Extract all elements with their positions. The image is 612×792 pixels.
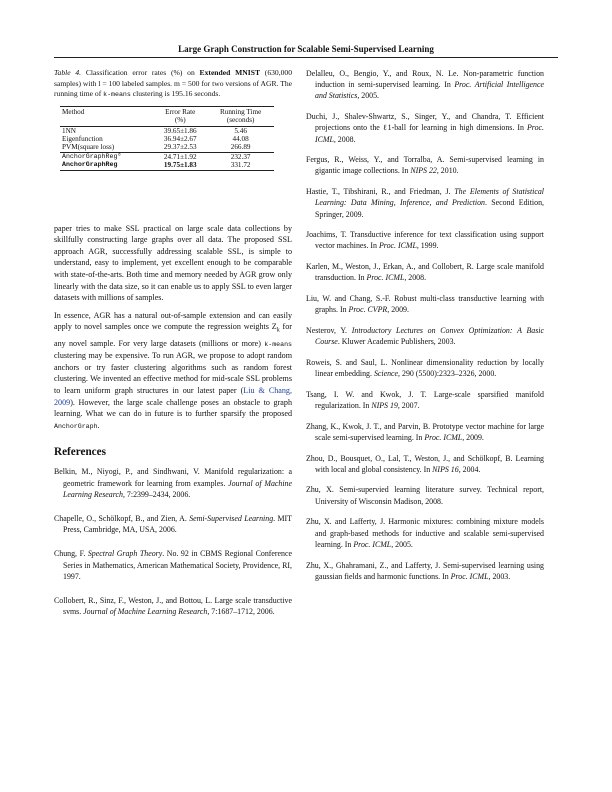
- p2-text-a: In essence, AGR has a natural out-of-sample extension and can easily apply to novel samples once we compute the regression weights Z: [54, 310, 292, 332]
- table-row: [60, 143, 274, 152]
- reference-venue: NIPS 16: [432, 464, 459, 474]
- p2-text-c: clustering may be expensive. To run AGR, we propose to adopt random anchors or try faster clustering algorithms such as random forest clustering. We invented an effective method for mid-scale SSL problems to learn uniform graph structures in our latest paper (: [54, 351, 292, 395]
- p2-text-b: for any novel sample. For very large datasets (millions or more): [54, 322, 292, 348]
- reference-text: Nesterov, Y.: [306, 325, 352, 335]
- reference-text: Karlen, M., Weston, J., Erkan, A., and Collobert, R. Large scale manifold transduction. In: [306, 262, 544, 283]
- reference-venue: Proc. CVPR: [348, 305, 388, 315]
- reference-venue: Science: [373, 369, 399, 379]
- table-cell: 39.65±1.86: [163, 126, 197, 135]
- right-column: [306, 68, 544, 591]
- reference-text: Zhou, D., Bousquet, O., Lal, T., Weston, J., and Schölkopf, B. Learning with local and global consistency. In: [306, 453, 544, 474]
- reference-text-end: , 2008.: [404, 273, 427, 283]
- body-paragraph-2: [54, 310, 292, 433]
- reference-venue: NIPS 19: [371, 400, 398, 410]
- reference-text: Zhu, X. Semi-supervied learning literature survey. Technical report, University of Wisconsin Madison, 2008.: [306, 485, 544, 506]
- table-cell: 44.08: [232, 135, 249, 143]
- reference-text-end: , 2008.: [333, 134, 356, 144]
- reference-text: Fergus, R., Weiss, Y., and Torralba, A. Semi-supervised learning in gigantic image collections. In: [306, 155, 544, 176]
- reference-entry: [306, 229, 544, 251]
- col-subheader-time: (seconds): [207, 116, 274, 126]
- reference-entry: [306, 484, 544, 506]
- running-header: Large Graph Construction for Scalable Semi-Supervised Learning: [178, 44, 434, 54]
- reference-venue: Proc. ICML: [450, 571, 489, 581]
- reference-entry: [306, 421, 544, 443]
- table-cell: 331.72: [207, 161, 274, 170]
- reference-text-end: , 2010.: [436, 166, 459, 176]
- table-cell: 266.89: [207, 143, 274, 152]
- reference-venue: The Elements of Statistical Learning: Data Mining, Inference, and Prediction: [315, 187, 544, 208]
- results-table: [60, 106, 274, 171]
- table-cell: 36.94±2.67: [163, 135, 197, 143]
- reference-text: Liu, W. and Chang, S.-F. Robust multi-class transductive learning with graphs. In: [306, 294, 544, 315]
- reference-text: Chung, F.: [54, 549, 88, 559]
- reference-venue: Proc. Artificial Intelligence and Statistics: [315, 80, 544, 101]
- reference-text-end: , 2007.: [397, 400, 420, 410]
- reference-venue: Semi-Supervised Learning: [189, 513, 274, 523]
- reference-text: Belkin, M., Niyogi, P., and Sindhwani, V. Manifold regularization: a geometric framework for learning from examples.: [54, 467, 292, 488]
- table-row: [60, 161, 274, 170]
- p2-text-e: .: [97, 420, 100, 430]
- reference-entry: [306, 516, 544, 550]
- reference-text: Zhu, X., Ghahramani, Z., and Lafferty, J. Semi-supervised learning using gaussian fields and harmonic functions. In: [306, 560, 544, 581]
- reference-entry: [54, 595, 292, 617]
- reference-text-end: , 7:1687–1712, 2006.: [207, 607, 275, 617]
- reference-text-end: , 290 (5500):2323–2326, 2000.: [398, 369, 497, 379]
- caption-label: Table 4.: [54, 68, 82, 77]
- reference-entry: [306, 261, 544, 283]
- reference-entry: [306, 453, 544, 475]
- header-rule: [54, 57, 558, 58]
- reference-text-end: , 2009.: [387, 305, 409, 315]
- reference-venue: Introductory Lectures on Convex Optimization: A Basic Course: [315, 325, 545, 347]
- table-cell: 232.37: [230, 152, 251, 161]
- reference-text: Hastie, T., Tibshirani, R., and Friedman, J.: [306, 187, 455, 197]
- reference-text-end: . Second Edition, Springer, 2009.: [315, 198, 544, 219]
- reference-text-end: , 1999.: [416, 241, 439, 251]
- caption-text-c: clustering is 195.16 seconds.: [130, 89, 221, 99]
- reference-entry: [306, 389, 544, 411]
- reference-entry: [54, 513, 292, 535]
- reference-venue: Journal of Machine Learning Research: [83, 607, 208, 617]
- reference-text: Collobert, R., Sinz, F., Weston, J., and Bottou, L. Large scale transductive svms.: [54, 595, 292, 617]
- reference-venue: Proc. ICML: [424, 432, 463, 442]
- reference-venue: Proc. ICML: [366, 273, 405, 283]
- reference-text: Duchi, J., Shalev-Shwartz, S., Singer, Y., and Chandra, T. Efficient projections onto the ℓ1-ball for learning in high dimensions. In: [306, 112, 544, 133]
- reference-entry: [306, 111, 544, 145]
- table-cell: 24.71±1.92: [163, 152, 197, 161]
- caption-kmeans: k-means: [103, 91, 131, 99]
- reference-venue: Spectral Graph Theory: [87, 549, 163, 559]
- caption-text-a: Classification error rates (%) on: [81, 68, 200, 77]
- col-header-error: Error Rate: [153, 106, 207, 116]
- reference-text: Tsang, I. W. and Kwok, J. T. Large-scale sparsified manifold regularization. In: [306, 389, 544, 410]
- reference-entry: [306, 186, 544, 220]
- reference-text-end: , 2004.: [458, 464, 481, 474]
- reference-text-end: , 2009.: [462, 432, 484, 442]
- reference-text-end: , 2003.: [488, 571, 511, 581]
- p2-anchorgraph: AnchorGraph: [54, 422, 98, 430]
- references-right: [306, 68, 544, 582]
- reference-entry: [306, 357, 544, 379]
- table-caption: [54, 68, 292, 101]
- table-row: [60, 152, 274, 161]
- reference-text-end: . Kluwer Academic Publishers, 2003.: [337, 337, 456, 347]
- reference-text: Chapelle, O., Schölkopf, B., and Zien, A.: [54, 513, 190, 523]
- table-row: [60, 126, 274, 135]
- reference-venue: Proc. ICML: [353, 539, 392, 549]
- reference-text: Zhu, X. and Lafferty, J. Harmonic mixtures: combining mixture models and graph-based methods for inductive and scalable semi-supervised learning. In: [306, 517, 544, 549]
- reference-text-end: . MIT Press, Cambridge, MA, USA, 2006.: [63, 513, 292, 535]
- table-cell: 29.37±2.53: [153, 143, 207, 152]
- col-header-method: Method: [60, 106, 153, 116]
- reference-text-end: , 2005.: [357, 91, 380, 101]
- reference-entry: [306, 325, 544, 347]
- reference-entry: [306, 68, 544, 102]
- reference-venue: Proc. ICML: [378, 241, 417, 251]
- left-column: [54, 68, 292, 630]
- reference-text: Zhang, K., Kwok, J. T., and Parvin, B. Prototype vector machine for large scale semi-supervised learning. In: [306, 421, 544, 442]
- col-subheader-error: (%): [153, 116, 207, 126]
- col-subheader-method: [60, 116, 153, 126]
- table-cell: Eigenfunction: [62, 135, 103, 143]
- table-cell: 19.75±1.83: [153, 161, 207, 170]
- reference-entry: [306, 560, 544, 582]
- table-cell: 5.46: [234, 126, 247, 135]
- citation-link[interactable]: Liu & Chang, 2009: [54, 385, 292, 407]
- caption-dataset: Extended MNIST: [199, 68, 261, 77]
- reference-venue: NIPS 22: [410, 166, 437, 176]
- reference-entry: [306, 293, 544, 315]
- body-paragraph-1: paper tries to make SSL practical on large scale data collections by skillfully constructing large graphs over all data. The proposed SSL approach AGR, successfully addressing scalable SSL, is simple to understand, easy to implement, yet excellent enough to be comparable with state-of-the-arts. Both time and memory needed by AGR grow only linearly with the data size, so it can enable us to apply SSL to even larger datasets with millions of samples.: [54, 223, 292, 303]
- caption-text-b: (630,000 samples) with l = 100 labeled samples. m = 500 for two versions of AGR. The running time of: [54, 68, 292, 99]
- reference-text-end: , 7:2399–2434, 2006.: [122, 489, 191, 499]
- reference-text: Roweis, S. and Saul, L. Nonlinear dimensionality reduction by locally linear embedding.: [306, 357, 544, 379]
- table-cell: 1NN: [62, 126, 76, 135]
- reference-venue: Journal of Machine Learning Research: [63, 478, 292, 499]
- reference-entry: [306, 154, 544, 176]
- col-header-time: Running Time: [207, 106, 274, 116]
- p2-text-d: ). However, the large scale challenge poses an obstacle to graph learning. What we can do in future is to further sparsify the proposed: [54, 397, 292, 419]
- reference-text-end: . No. 92 in CBMS Regional Conference Series in Mathematics, American Mathematical Society, Providence, RI, 1997.: [63, 549, 292, 581]
- reference-text-end: , 2005.: [391, 539, 413, 549]
- reference-entry: [54, 548, 292, 582]
- reference-text: Delalleu, O., Bengio, Y., and Roux, N. Le. Non-parametric function induction in semi-supervised learning. In: [306, 69, 544, 90]
- reference-text: Joachims, T. Transductive inference for text classification using support vector machines. In: [306, 230, 544, 251]
- p2-kmeans: k-means: [264, 340, 292, 348]
- table-cell: AnchorGraphReg⁰: [62, 152, 122, 160]
- table-cell: AnchorGraphReg: [60, 161, 153, 170]
- reference-venue: Proc. ICML: [315, 123, 544, 144]
- table-row: [60, 135, 274, 143]
- references-heading: References: [54, 446, 106, 459]
- table-cell: PVM(square loss): [60, 143, 153, 152]
- p2-subscript: k: [276, 327, 280, 334]
- references-left: [54, 466, 292, 617]
- reference-entry: [54, 466, 292, 500]
